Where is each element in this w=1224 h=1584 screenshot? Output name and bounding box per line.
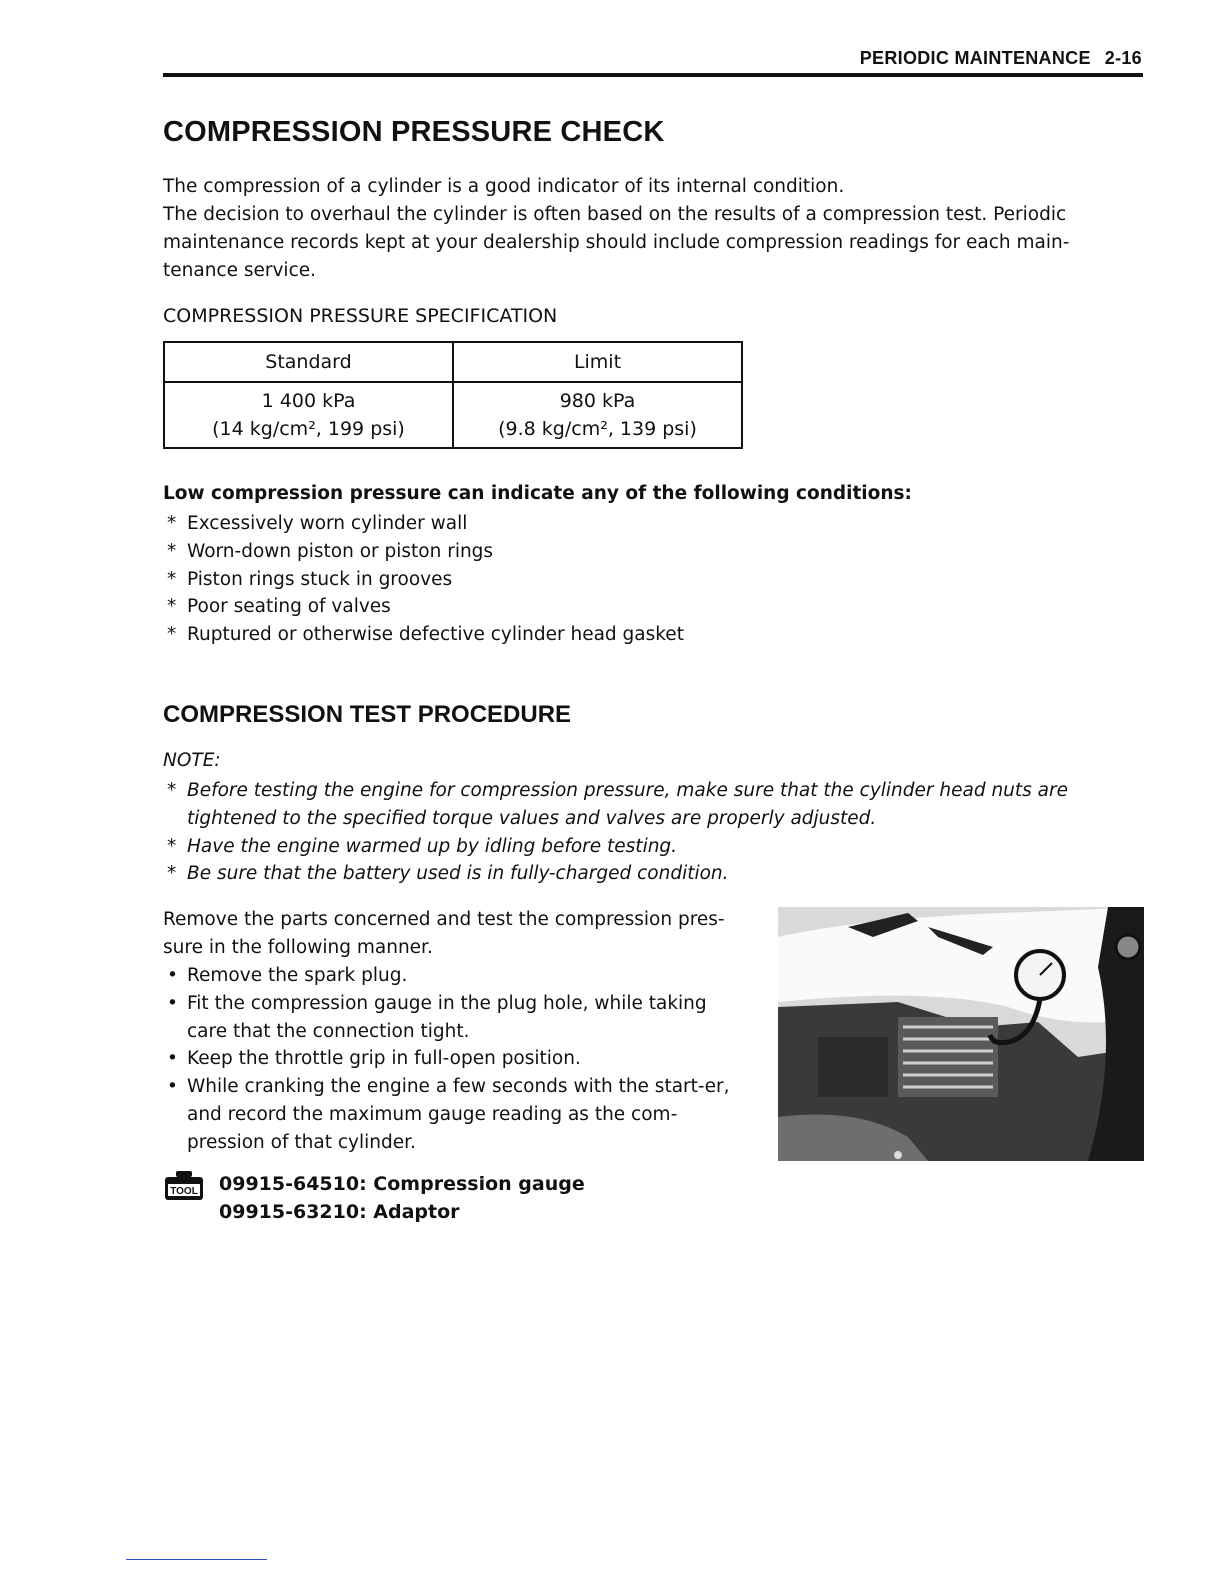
note-label: NOTE: — [163, 750, 221, 771]
conditions-heading: Low compression pressure can indicate any of the following conditions: — [163, 483, 912, 504]
test-procedure-title: COMPRESSION TEST PROCEDURE — [163, 701, 572, 728]
conditions-list — [163, 510, 684, 649]
list-item: • Remove the spark plug. — [167, 965, 408, 986]
tool-compression-gauge: 09915-64510: Compression gauge — [219, 1173, 585, 1195]
spec-standard-cell — [164, 382, 453, 448]
footer-line — [126, 1559, 267, 1560]
procedure-intro: Remove the parts concerned and test the compression pres-sure in the following manner. — [163, 909, 725, 958]
list-item: * Be sure that the battery used is in fully-charged condition. — [167, 863, 729, 885]
page-header — [165, 48, 1142, 69]
intro-paragraph-2: The decision to overhaul the cylinder is often based on the results of a compression test. Periodic maintenance records kept at your dealership should include compression readings for each main-tenance service. — [163, 204, 1070, 281]
tool-icon — [163, 1170, 205, 1202]
list-item: * Have the engine warmed up by idling before testing. — [167, 835, 678, 857]
list-item: * Worn-down piston or piston rings — [167, 540, 494, 562]
list-item: * Ruptured or otherwise defective cylinder head gasket — [167, 624, 684, 646]
section-title: PERIODIC MAINTENANCE — [859, 48, 1091, 68]
spec-limit-cell — [453, 382, 742, 448]
spec-header-limit: Limit — [453, 342, 742, 382]
steps-list — [163, 962, 748, 1157]
compression-check-title: COMPRESSION PRESSURE CHECK — [163, 116, 665, 148]
svg-text:TOOL: TOOL — [170, 1186, 198, 1197]
list-item: * Before testing the engine for compression pressure, make sure that the cylinder head nuts are tightened to the specified torque values and valves are properly adjusted. — [167, 780, 1068, 829]
list-item: • While cranking the engine a few seconds with the start-er, and record the maximum gauge reading as the com-pression of that cylinder. — [167, 1076, 730, 1153]
limit-kpa: 980 kPa — [559, 390, 636, 412]
list-item: * Piston rings stuck in grooves — [167, 568, 453, 590]
limit-alt-units: (9.8 kg/cm², 139 psi) — [498, 418, 697, 440]
standard-alt-units: (14 kg/cm², 199 psi) — [212, 418, 405, 440]
list-item: * Poor seating of valves — [167, 596, 391, 618]
spec-table — [163, 341, 743, 449]
intro-paragraph-1: The compression of a cylinder is a good indicator of its internal condition. — [163, 176, 845, 197]
standard-kpa: 1 400 kPa — [261, 390, 356, 412]
tool-adaptor: 09915-63210: Adaptor — [219, 1201, 460, 1223]
list-item: • Keep the throttle grip in full-open position. — [167, 1048, 581, 1070]
list-item: * Excessively worn cylinder wall — [167, 513, 468, 534]
page-number: 2-16 — [1104, 48, 1142, 68]
compression-gauge-photo — [778, 907, 1144, 1161]
list-item: • Fit the compression gauge in the plug hole, while taking care that the connection tight. — [167, 992, 707, 1042]
spec-header-standard: Standard — [164, 342, 453, 382]
notes-list — [163, 777, 1148, 888]
spec-title: COMPRESSION PRESSURE SPECIFICATION — [163, 305, 558, 327]
header-rule — [163, 73, 1143, 77]
